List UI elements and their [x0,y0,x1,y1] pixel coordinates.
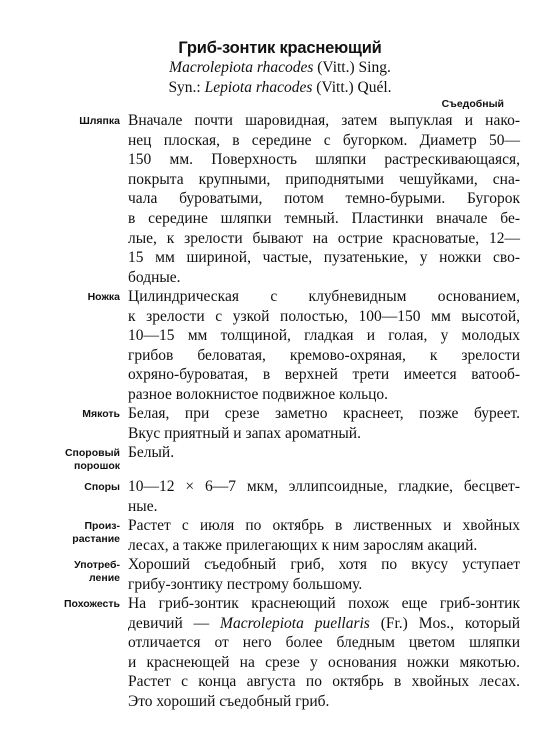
similar-species-line: девичий — Macrolepiota puellaris (Fr.) Mos., который [128,614,520,632]
synonym-name [0,78,560,98]
section-label-stem: Ножка [87,291,120,303]
section-label-spores: Споры [84,481,120,493]
latin-binomial: Macrolepiota rhacodes [169,59,314,76]
section-text-flesh: Белая, при срезе заметно краснеет, позже буреет. Вкус приятный и запах ароматный. [128,405,520,442]
latin-name [0,58,560,78]
section-text-usage: Хороший съедобный гриб, хотя по вкусу уступает грибу-зонтику пестрому большому. [128,556,520,593]
species-header [0,38,560,98]
latin-author: (Vitt.) Sing. [313,59,391,76]
similar-species-latin: Macrolepiota puellaris [220,614,370,632]
synonym-prefix: Syn.: [168,79,205,96]
section-label-flesh: Мякоть [82,408,120,420]
section-label-growth: Произ- растание [72,520,120,545]
section-label-cap: Шляпка [79,115,120,127]
edibility-badge: Съедобный [441,98,504,110]
synonym-binomial: Lepiota rhacodes [204,79,313,96]
section-label-spore-print: Споровый порошок [64,447,120,472]
section-text-spore-print: Белый. [128,444,175,461]
section-text-cap: Вначале почти шаровидная, затем выпуклая и нако- нец плоская, в середине с бугорком. Диаметр 50— 150 мм. Поверхность шляпки растрескивающаяся, покрыта крупными, приподнятыми чешуйками, сна- чала буроватыми, потом темно-бурыми. Бугорок в середине шляпки темный. Пластинки вначале бе- лые, к зрелости бывают на острие красноватые, 12— 15 мм шириной, частые, пузатенькие, у ножки сво- бодные. [128,112,520,286]
species-title: Гриб-зонтик краснеющий [178,39,382,57]
synonym-author: (Vitt.) Quél. [312,79,392,96]
section-text-growth: Растет с июля по октябрь в лиственных и хвойных лесах, а также прилегающих к ним зарослям акаций. [128,517,520,554]
section-text-spores: 10—12 × 6—7 мкм, эллипсоидные, гладкие, бесцвет- ные. [128,478,520,515]
section-label-usage: Употреб- ление [74,559,120,584]
section-label-similar: Похожесть [64,598,120,610]
section-text-similar: На гриб-зонтик краснеющий похож еще гриб-зонтик девичий — Macrolepiota puellaris (Fr.) Mos., который отличается от него более бледным цветом шляпки и краснеющей на срезе у основания ножки мякотью. Растет с конца августа по октябрь в хвойных лесах. Это хороший съедобный гриб. [128,595,520,710]
section-text-stem: Цилиндрическая с клубневидным основанием, к зрелости с узкой полостью, 100—150 мм высотой, 10—15 мм толщиной, гладкая и голая, у молодых грибов беловатая, кремово-охряная, к зрелости охряно-буроватая, в верхней трети имеется ватооб- разное волокнистое подвижное кольцо. [128,288,520,403]
